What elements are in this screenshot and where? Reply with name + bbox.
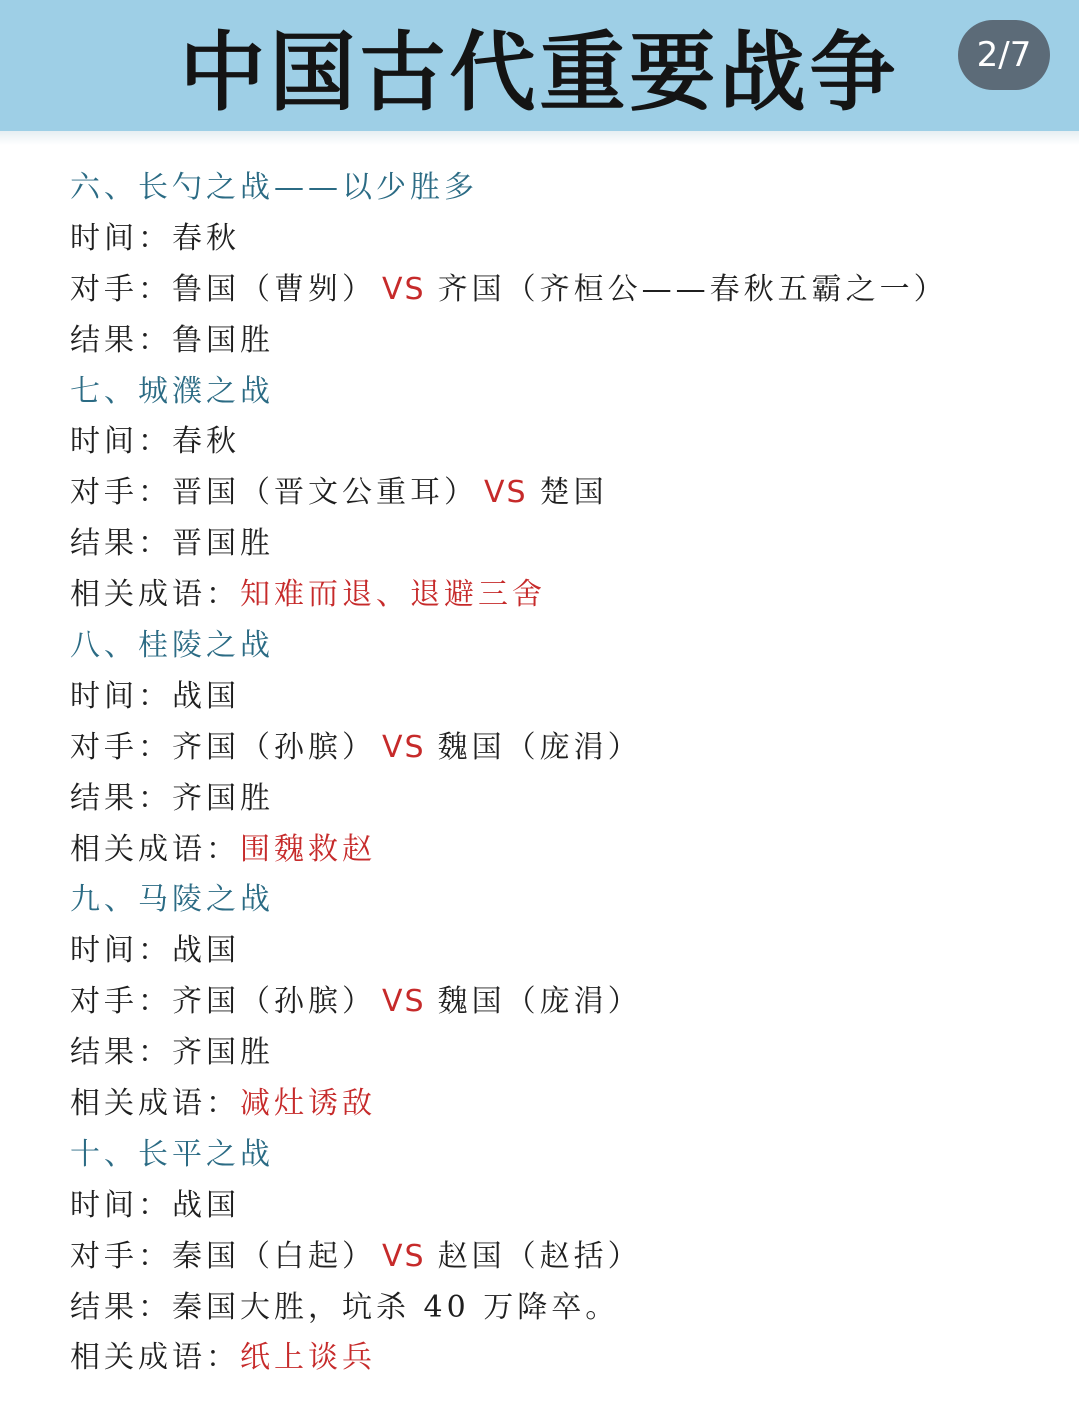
idiom-label: 相关成语： bbox=[70, 577, 240, 613]
opponents-label: 对手： bbox=[70, 729, 172, 765]
time-label: 时间： bbox=[70, 424, 172, 460]
opponents-row bbox=[70, 723, 1050, 774]
opponents-label: 对手： bbox=[70, 1238, 172, 1274]
result-row bbox=[70, 1028, 1050, 1079]
idiom-value: 减灶诱敌 bbox=[240, 1086, 376, 1122]
vs-marker: VS bbox=[484, 475, 528, 511]
time-row bbox=[70, 214, 1050, 265]
opponents-row bbox=[70, 265, 1050, 316]
time-row bbox=[70, 672, 1050, 723]
opponents-row bbox=[70, 977, 1050, 1028]
idiom-row bbox=[70, 570, 1050, 621]
page-title: 中国古代重要战争 bbox=[179, 22, 900, 123]
result-label: 结果： bbox=[70, 1289, 172, 1325]
opponents-label: 对手： bbox=[70, 984, 172, 1020]
idiom-value: 围魏救赵 bbox=[240, 831, 376, 867]
side-a: 秦国（白起） bbox=[172, 1238, 376, 1274]
time-label: 时间： bbox=[70, 1187, 172, 1223]
side-b: 魏国（庞涓） bbox=[437, 984, 642, 1020]
result-row bbox=[70, 316, 1050, 367]
idiom-value: 纸上谈兵 bbox=[240, 1340, 376, 1376]
side-b: 齐国（齐桓公——春秋五霸之一） bbox=[437, 271, 948, 307]
result-value: 鲁国胜 bbox=[172, 322, 274, 358]
time-value: 战国 bbox=[172, 1187, 240, 1223]
battle-title: 九、马陵之战 bbox=[70, 882, 274, 918]
battle-title: 十、长平之战 bbox=[70, 1136, 274, 1172]
opponents-row bbox=[70, 468, 1050, 519]
battle-list bbox=[70, 163, 1050, 1384]
time-row bbox=[70, 926, 1050, 977]
idiom-row bbox=[70, 1333, 1050, 1384]
side-a: 齐国（孙膑） bbox=[172, 984, 376, 1020]
header-divider bbox=[0, 131, 1079, 145]
result-label: 结果： bbox=[70, 1035, 172, 1071]
opponents-row bbox=[70, 1232, 1050, 1283]
vs-marker: VS bbox=[382, 271, 426, 307]
battle-title: 六、长勺之战——以少胜多 bbox=[70, 170, 478, 205]
result-label: 结果： bbox=[70, 780, 172, 816]
side-b: 魏国（庞涓） bbox=[437, 729, 642, 765]
idiom-label: 相关成语： bbox=[70, 831, 240, 867]
vs-marker: VS bbox=[382, 1238, 426, 1274]
time-row bbox=[70, 417, 1050, 468]
result-value: 晋国胜 bbox=[172, 526, 274, 562]
opponents-label: 对手： bbox=[70, 475, 172, 511]
time-value: 春秋 bbox=[172, 220, 240, 256]
side-a: 鲁国（曹刿） bbox=[172, 271, 376, 307]
result-label: 结果： bbox=[70, 526, 172, 562]
time-label: 时间： bbox=[70, 933, 172, 969]
time-row bbox=[70, 1181, 1050, 1232]
time-label: 时间： bbox=[70, 220, 172, 256]
result-value: 齐国胜 bbox=[172, 780, 274, 816]
page-indicator-badge[interactable]: 2/7 bbox=[958, 20, 1050, 90]
vs-marker: VS bbox=[382, 729, 426, 765]
side-b: 赵国（赵括） bbox=[437, 1238, 642, 1274]
result-label: 结果： bbox=[70, 322, 172, 358]
idiom-value: 知难而退、退避三舍 bbox=[240, 577, 546, 613]
result-value: 齐国胜 bbox=[172, 1035, 274, 1071]
idiom-row bbox=[70, 1079, 1050, 1130]
idiom-label: 相关成语： bbox=[70, 1086, 240, 1122]
vs-marker: VS bbox=[382, 984, 426, 1020]
header-band bbox=[0, 0, 1079, 131]
result-row bbox=[70, 774, 1050, 825]
time-value: 春秋 bbox=[172, 424, 240, 460]
battle-title: 七、城濮之战 bbox=[70, 373, 274, 409]
battle-title: 八、桂陵之战 bbox=[70, 628, 274, 664]
side-a: 齐国（孙膑） bbox=[172, 729, 376, 765]
side-a: 晋国（晋文公重耳） bbox=[172, 475, 478, 511]
idiom-row bbox=[70, 825, 1050, 876]
side-b: 楚国 bbox=[539, 475, 608, 511]
opponents-label: 对手： bbox=[70, 271, 172, 307]
time-value: 战国 bbox=[172, 933, 240, 969]
idiom-label: 相关成语： bbox=[70, 1340, 240, 1376]
result-value: 秦国大胜，坑杀 40 万降卒。 bbox=[172, 1289, 620, 1325]
result-row bbox=[70, 1283, 1050, 1334]
time-label: 时间： bbox=[70, 678, 172, 714]
time-value: 战国 bbox=[172, 678, 240, 714]
result-row bbox=[70, 519, 1050, 570]
